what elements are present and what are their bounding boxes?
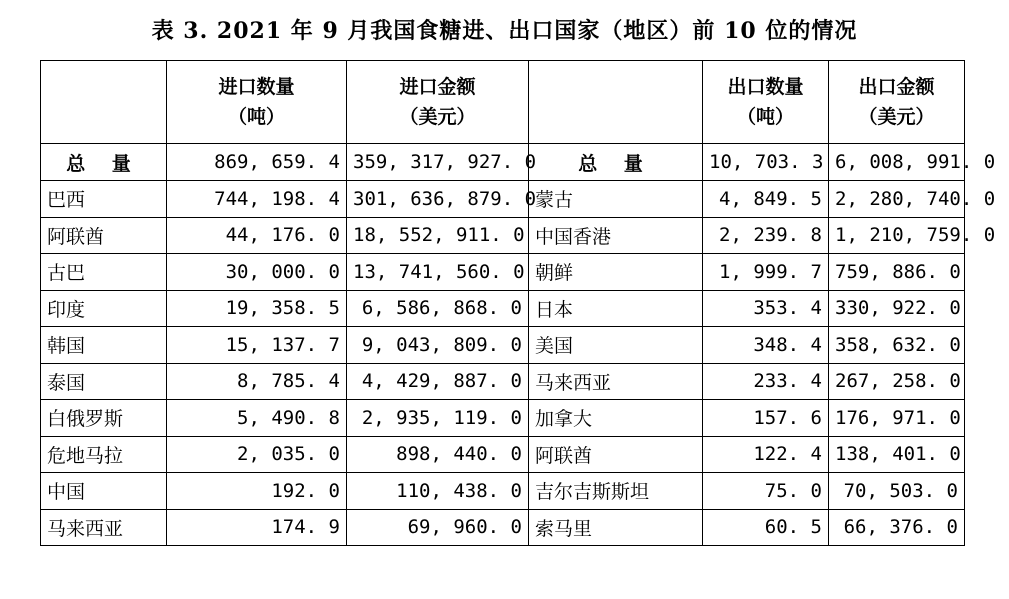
- import-quantity-cell: 5, 490. 8: [167, 400, 347, 437]
- export-country-cell: 美国: [529, 327, 703, 364]
- export-amount-cell: 759, 886. 0: [829, 254, 965, 291]
- import-quantity-cell: 8, 785. 4: [167, 363, 347, 400]
- export-amount-cell: 70, 503. 0: [829, 473, 965, 510]
- import-amount-cell: 301, 636, 879. 0: [347, 181, 529, 218]
- export-quantity-cell: 75. 0: [703, 473, 829, 510]
- header-export-quantity-label: 出口数量: [727, 76, 804, 98]
- import-country-cell: 印度: [41, 290, 167, 327]
- total-import-label: 总 量: [41, 144, 167, 181]
- import-quantity-cell: 744, 198. 4: [167, 181, 347, 218]
- export-amount-cell: 66, 376. 0: [829, 509, 965, 546]
- export-amount-cell: 1, 210, 759. 0: [829, 217, 965, 254]
- import-quantity-cell: 192. 0: [167, 473, 347, 510]
- header-export-country: [529, 61, 703, 144]
- export-country-cell: 吉尔吉斯斯坦: [529, 473, 703, 510]
- export-quantity-cell: 2, 239. 8: [703, 217, 829, 254]
- table-row: [41, 290, 965, 327]
- header-row: [41, 61, 965, 144]
- total-export-label: 总 量: [529, 144, 703, 181]
- table-row: [41, 509, 965, 546]
- header-export-amount-unit: （美元）: [858, 106, 935, 128]
- header-export-amount-label: 出口金额: [858, 76, 935, 98]
- import-amount-cell: 110, 438. 0: [347, 473, 529, 510]
- import-country-cell: 马来西亚: [41, 509, 167, 546]
- import-amount-cell: 4, 429, 887. 0: [347, 363, 529, 400]
- table-row: [41, 473, 965, 510]
- export-country-cell: 中国香港: [529, 217, 703, 254]
- table-row: [41, 363, 965, 400]
- header-import-quantity-unit: （吨）: [227, 106, 285, 128]
- export-country-cell: 阿联酋: [529, 436, 703, 473]
- total-export-quantity: 10, 703. 3: [703, 144, 829, 181]
- export-quantity-cell: 157. 6: [703, 400, 829, 437]
- import-quantity-cell: 30, 000. 0: [167, 254, 347, 291]
- total-import-amount: 359, 317, 927. 0: [347, 144, 529, 181]
- header-export-quantity: [703, 61, 829, 144]
- export-country-cell: 朝鲜: [529, 254, 703, 291]
- header-import-amount-unit: （美元）: [399, 106, 476, 128]
- sugar-trade-table: [40, 60, 996, 546]
- table-title: 表 3. 2021 年 9 月我国食糖进、出口国家（地区）前 10 位的情况: [151, 18, 858, 44]
- export-amount-cell: 138, 401. 0: [829, 436, 965, 473]
- total-import-quantity: 869, 659. 4: [167, 144, 347, 181]
- header-import-quantity: [167, 61, 347, 144]
- export-quantity-cell: 353. 4: [703, 290, 829, 327]
- header-import-amount: [347, 61, 529, 144]
- table-row: [41, 217, 965, 254]
- import-quantity-cell: 174. 9: [167, 509, 347, 546]
- export-quantity-cell: 233. 4: [703, 363, 829, 400]
- export-quantity-cell: 348. 4: [703, 327, 829, 364]
- import-amount-cell: 69, 960. 0: [347, 509, 529, 546]
- import-amount-cell: 2, 935, 119. 0: [347, 400, 529, 437]
- header-export-quantity-unit: （吨）: [736, 106, 794, 128]
- import-amount-cell: 6, 586, 868. 0: [347, 290, 529, 327]
- export-quantity-cell: 4, 849. 5: [703, 181, 829, 218]
- export-quantity-cell: 60. 5: [703, 509, 829, 546]
- import-country-cell: 危地马拉: [41, 436, 167, 473]
- export-amount-cell: 2, 280, 740. 0: [829, 181, 965, 218]
- import-country-cell: 阿联酋: [41, 217, 167, 254]
- export-quantity-cell: 122. 4: [703, 436, 829, 473]
- export-amount-cell: 176, 971. 0: [829, 400, 965, 437]
- total-row: [41, 144, 965, 181]
- import-country-cell: 中国: [41, 473, 167, 510]
- export-amount-cell: 358, 632. 0: [829, 327, 965, 364]
- table-row: [41, 436, 965, 473]
- import-quantity-cell: 19, 358. 5: [167, 290, 347, 327]
- table-row: [41, 181, 965, 218]
- import-country-cell: 韩国: [41, 327, 167, 364]
- export-country-cell: 蒙古: [529, 181, 703, 218]
- import-country-cell: 白俄罗斯: [41, 400, 167, 437]
- import-amount-cell: 13, 741, 560. 0: [347, 254, 529, 291]
- import-amount-cell: 898, 440. 0: [347, 436, 529, 473]
- import-quantity-cell: 15, 137. 7: [167, 327, 347, 364]
- table-row: [41, 400, 965, 437]
- import-quantity-cell: 2, 035. 0: [167, 436, 347, 473]
- import-amount-cell: 9, 043, 809. 0: [347, 327, 529, 364]
- export-amount-cell: 330, 922. 0: [829, 290, 965, 327]
- import-quantity-cell: 44, 176. 0: [167, 217, 347, 254]
- export-country-cell: 加拿大: [529, 400, 703, 437]
- import-country-cell: 巴西: [41, 181, 167, 218]
- export-country-cell: 日本: [529, 290, 703, 327]
- export-quantity-cell: 1, 999. 7: [703, 254, 829, 291]
- header-import-amount-label: 进口金额: [399, 76, 476, 98]
- import-amount-cell: 18, 552, 911. 0: [347, 217, 529, 254]
- export-country-cell: 索马里: [529, 509, 703, 546]
- total-export-amount: 6, 008, 991. 0: [829, 144, 965, 181]
- import-country-cell: 泰国: [41, 363, 167, 400]
- import-country-cell: 古巴: [41, 254, 167, 291]
- header-export-amount: [829, 61, 965, 144]
- export-amount-cell: 267, 258. 0: [829, 363, 965, 400]
- table-row: [41, 327, 965, 364]
- header-import-country: [41, 61, 167, 144]
- table-row: [41, 254, 965, 291]
- export-country-cell: 马来西亚: [529, 363, 703, 400]
- header-import-quantity-label: 进口数量: [218, 76, 295, 98]
